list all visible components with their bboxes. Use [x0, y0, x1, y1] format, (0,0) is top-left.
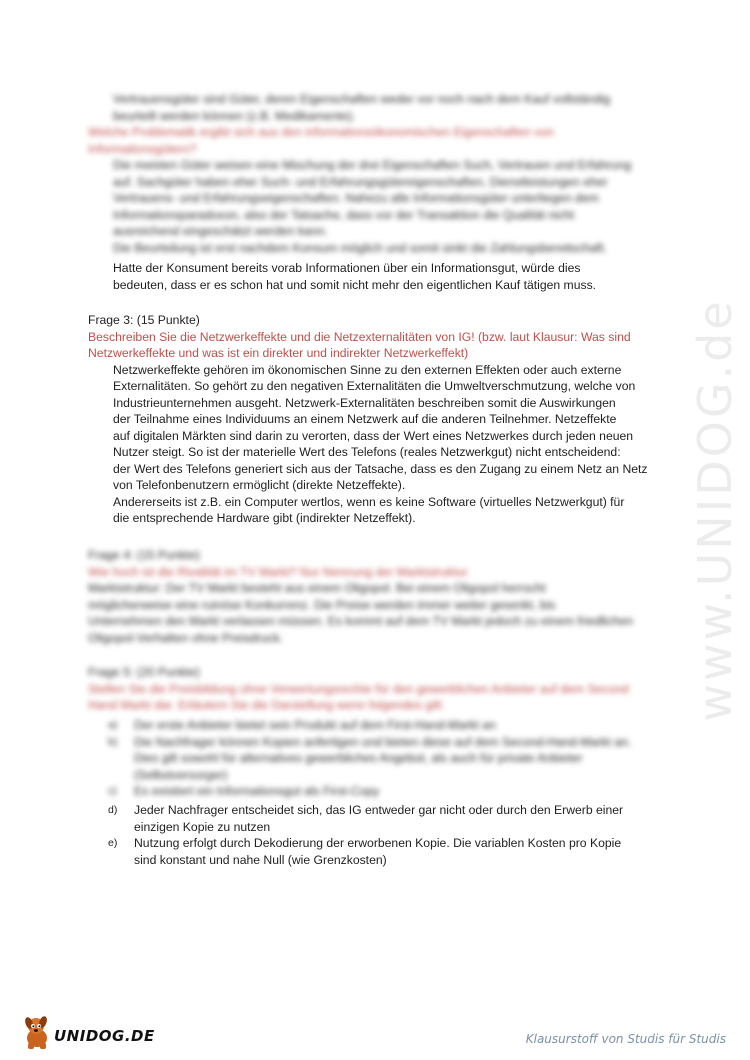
list-item-text: Jeder Nachfrager entscheidet sich, das IG entweder gar nicht oder durch den Erwerb einer — [134, 803, 624, 817]
blurred-section-frage-4 — [88, 547, 688, 646]
unidog-logo — [20, 1012, 160, 1052]
list-item — [88, 835, 688, 868]
answer-line: der Wert des Telefons generiert sich aus der Tatsache, dass es den Zugang zu einem Netz an Netz — [113, 461, 648, 476]
answer-line: der Teilnahme eines Individuums an einem Netzwerk auf die anderen Teilnehmer. Netzeffekte — [113, 412, 617, 426]
blurred-text-line: Vertrauens- und Erfahrungseigenschaften. Nahezu alle Informationsgüter unterliegen dem — [113, 191, 599, 205]
list-marker: e) — [108, 837, 118, 849]
answer-line: Externalitäten. So gehört zu den negativen Externalitäten die Umweltverschmutzung, welche von — [113, 379, 636, 393]
watermark-text: www.UNIDOG.de — [688, 298, 742, 722]
list-item-text: sind konstant und nahe Null (wie Grenzkosten) — [134, 852, 387, 867]
list-marker: c) — [108, 785, 117, 797]
frage-3-answer — [88, 362, 688, 527]
dog-mascot-icon — [20, 1012, 56, 1052]
list-item-text: Nutzung erfolgt durch Dekodierung der erworbenen Kopie. Die variablen Kosten pro Kopie — [134, 836, 622, 850]
blurred-list-item — [88, 783, 688, 800]
question-line: Netzwerkeffekte und was ist ein direkter und indirekter Netzwerkeffekt) — [88, 346, 469, 360]
answer-line: auf digitalen Märkten sind darin zu verorten, dass der Wert eines Netzwerkes durch jeden neuen — [113, 428, 634, 443]
blurred-text-line: Stellen Sie die Preisbildung ohne Verwertungsrechte für den gewerblichen Anbieter auf dem Second — [88, 681, 629, 696]
blurred-text-line: ausreichend eingeschätzt werden kann. — [113, 224, 328, 238]
list-item-text: Die Nachfrager können Kopien anfertigen und bieten diese auf dem Second-Hand-Markt an. — [134, 734, 632, 749]
list-item-text: einzigen Kopie zu nutzen — [134, 819, 271, 834]
blurred-text-line: Frage 4: (15 Punkte) — [88, 548, 200, 562]
blurred-text-line: möglicherweise eine ruinöse Konkurrenz. Die Preise werden immer weiter gesenkt, bis — [88, 597, 556, 612]
answer-line: Netzwerkeffekte gehören im ökonomischen Sinne zu den externen Effekten oder auch externe — [113, 362, 622, 377]
blurred-text-line: Marktstruktur: Der TV Markt besteht aus einem Oligopol. Bei einem Oligopol herrscht — [88, 581, 546, 595]
list-item-text: Der erste Anbieter bietet sein Produkt auf dem First-Hand-Markt an — [134, 718, 496, 732]
blurred-text-line: Wie hoch ist die Rivalität im TV Markt? Nur Nennung der Marktstruktur — [88, 564, 468, 579]
answer-line: von Telefonbenutzern ermöglicht (direkte Netzeffekte). — [113, 478, 406, 492]
logo-wordmark: UNIDOG.DE — [54, 1027, 155, 1045]
blurred-text-line: Oligopol-Verhalten ohne Preisdruck. — [88, 630, 284, 645]
blurred-section-top — [88, 91, 678, 256]
answer-continuation — [113, 260, 683, 293]
blurred-text-line: Die Beurteilung ist erst nachdem Konsum möglich und somit sinkt die Zahlungsbereitschaft. — [113, 240, 607, 255]
list-marker: d) — [108, 804, 118, 816]
blurred-text-line: auf. Sachgüter haben eher Such- und Erfahrungsgütereigenschaften, Dienstleistungen eher — [113, 174, 608, 189]
list-marker: a) — [108, 719, 118, 731]
blurred-section-frage-5 — [88, 664, 688, 714]
footer-tagline: Klausurstoff von Studis für Studis — [525, 1032, 726, 1046]
list-frage-5 — [88, 802, 688, 868]
list-item-text: Dies gilt sowohl für alternatives gewerbliches Angebot, als auch für private Anbieter — [134, 751, 583, 765]
blurred-text-line: Informationsparadoxon, also der Tatsache, dass vor der Transaktion die Qualität nicht — [113, 207, 575, 222]
answer-line: Nutzer steigt. So ist der materielle Wert des Telefons (reales Netzwerkgut) nicht entscheidend: — [113, 445, 621, 459]
blurred-text-line: Unternehmen den Markt verlassen müssen. Es kommt auf dem TV Markt jedoch zu einem friedlichen — [88, 614, 634, 628]
blurred-text-line: Hand Markt dar. Erläutern Sie die Darstellung wenn folgendes gilt: — [88, 698, 445, 712]
paragraph-line: Hatte der Konsument bereits vorab Informationen über ein Informationsgut, würde dies — [113, 261, 581, 275]
answer-line: Industrieunternehmen ausgeht. Netzwerk-Externalitäten beschreiben somit die Auswirkungen — [113, 395, 616, 410]
blurred-list-frage-5 — [88, 717, 688, 800]
blurred-text-line: Die meisten Güter weisen eine Mischung der drei Eigenschaften Such, Vertrauen und Erfahrung — [113, 158, 632, 172]
watermark — [685, 280, 745, 740]
question-line: Beschreiben Sie die Netzwerkeffekte und die Netzexternalitäten von IG! (bzw. laut Klausur: Was sind — [88, 329, 631, 344]
list-item — [88, 802, 688, 835]
blurred-text-line: beurteilt werden können (z.B. Medikamente). — [113, 108, 356, 123]
paragraph-line: bedeuten, dass er es schon hat und somit nicht mehr den eigentlichen Kauf tätigen muss. — [113, 277, 597, 292]
frage-3-section — [88, 312, 688, 527]
blurred-text-line: Informationsgütern? — [88, 141, 197, 156]
blurred-text-line: Frage 5: (20 Punkte) — [88, 665, 200, 679]
answer-line: Andererseits ist z.B. ein Computer wertlos, wenn es keine Software (virtuelles Netzwerkgut) für — [113, 494, 625, 509]
list-marker: b) — [108, 735, 118, 748]
blurred-text-line: Vertrauensgüter sind Güter, deren Eigenschaften weder vor noch nach dem Kauf vollständig — [113, 92, 611, 106]
blurred-list-item — [88, 734, 688, 784]
list-item-text: Es existiert ein Informationsgut als First-Copy — [134, 784, 380, 798]
answer-line: die entsprechende Hardware gibt (indirekter Netzeffekt). — [113, 511, 416, 525]
blurred-list-item — [88, 717, 688, 734]
list-item-text: (Selbstversorger) — [134, 767, 228, 782]
blurred-text-line: Welche Problematik ergibt sich aus den informationsökonomischen Eigenschaften von — [88, 125, 554, 139]
frage-3-question — [88, 329, 688, 362]
frage-3-heading: Frage 3: (15 Punkte) — [88, 313, 200, 327]
